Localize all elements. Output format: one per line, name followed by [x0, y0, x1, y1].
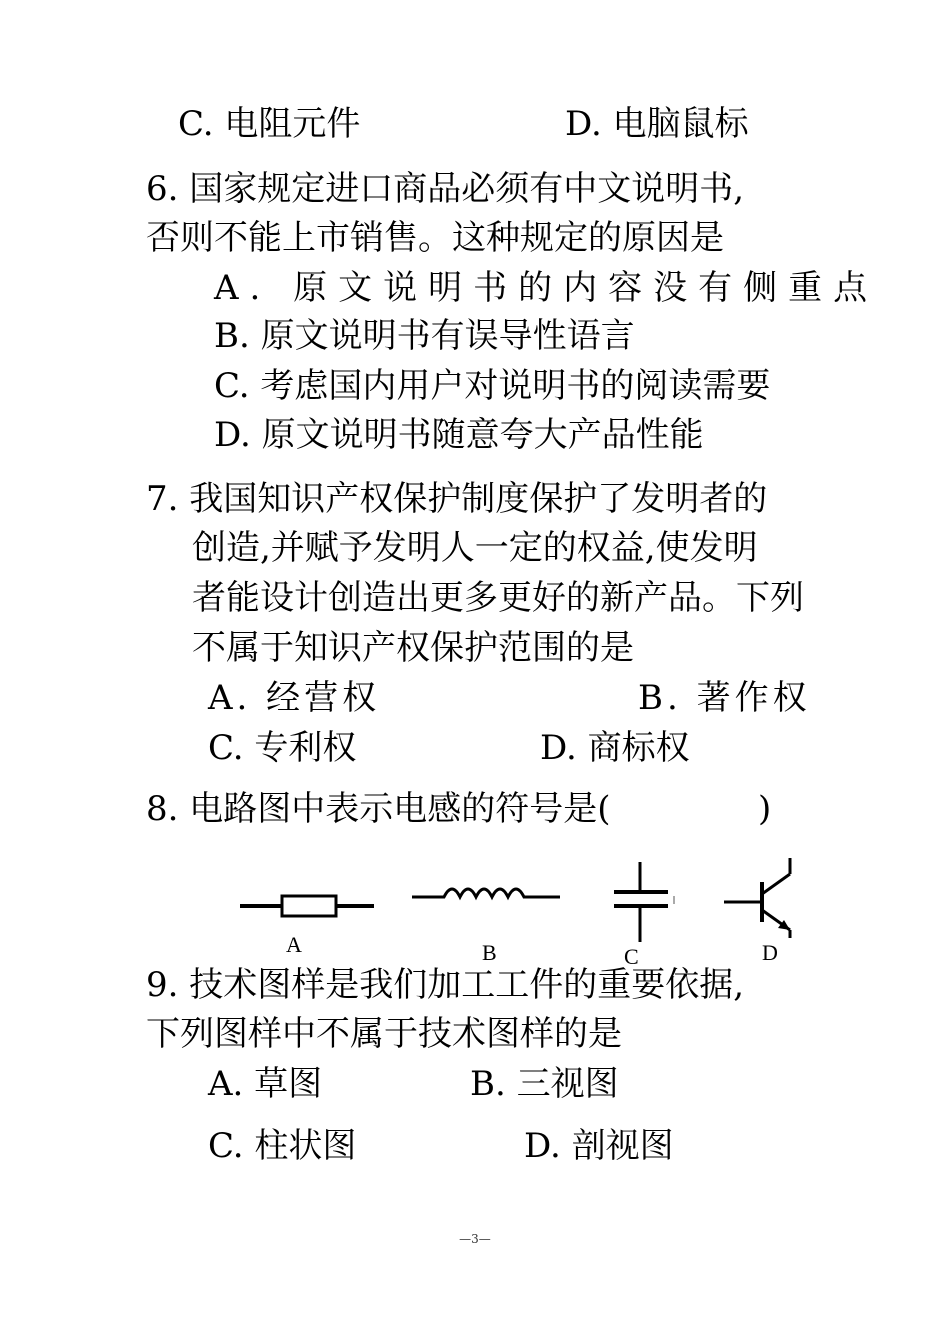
q7-stem-line1: 7. 我国知识产权保护制度保护了发明者的 [146, 479, 768, 519]
q7-option-b: B. 著作权 [638, 678, 811, 718]
q9-option-a: A. 草图 [208, 1064, 323, 1104]
q9-option-d: D. 剖视图 [524, 1126, 674, 1166]
q9-stem-line1: 9. 技术图样是我们加工工件的重要依据, [146, 965, 745, 1005]
symbol-b-label: B [482, 940, 497, 965]
q8-paren-close: ) [758, 789, 772, 829]
q6-option-b: B. 原文说明书有误导性语言 [214, 316, 635, 356]
resistor-symbol-icon [240, 890, 376, 922]
q6-option-d: D. 原文说明书随意夸大产品性能 [214, 415, 704, 455]
q7-stem-line3: 者能设计创造出更多更好的新产品。下列 [192, 578, 804, 618]
q7-option-a: A. 经营权 [208, 678, 381, 718]
q9-option-c: C. 柱状图 [208, 1126, 357, 1166]
q7-stem-line4: 不属于知识产权保护范围的是 [192, 628, 634, 668]
q7-stem-line2: 创造,并赋予发明人一定的权益,使发明 [192, 528, 758, 568]
transistor-symbol-icon [724, 858, 806, 940]
prev-option-d: D. 电脑鼠标 [565, 104, 749, 144]
q9-stem-line2: 下列图样中不属于技术图样的是 [146, 1014, 622, 1054]
q9-option-b: B. 三视图 [470, 1064, 619, 1104]
symbol-d-label: D [762, 940, 778, 965]
q6-option-a: A. 原文说明书的内容没有侧重点 [214, 268, 879, 308]
symbol-a-label: A [286, 932, 302, 957]
q7-option-c: C. 专利权 [208, 728, 357, 768]
capacitor-symbol-icon [608, 862, 680, 944]
q6-option-c: C. 考虑国内用户对说明书的阅读需要 [214, 366, 771, 406]
q6-stem-line1: 6. 国家规定进口商品必须有中文说明书, [146, 169, 745, 209]
prev-option-c: C. 电阻元件 [178, 104, 361, 144]
q7-option-d: D. 商标权 [540, 728, 690, 768]
q6-stem-line2: 否则不能上市销售。这种规定的原因是 [146, 218, 724, 258]
q8-stem: 8. 电路图中表示电感的符号是( [146, 789, 611, 829]
symbol-c-label: C [624, 944, 639, 969]
page-number: —3— [459, 1232, 491, 1246]
inductor-symbol-icon [412, 876, 562, 906]
